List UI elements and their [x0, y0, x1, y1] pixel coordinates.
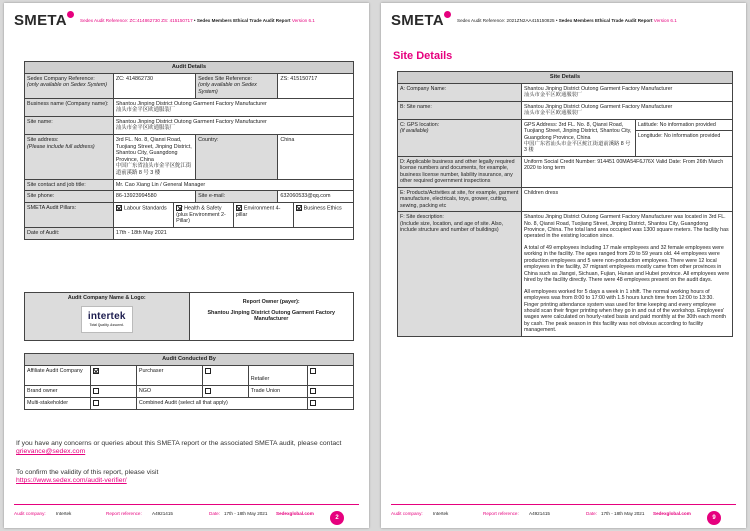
smeta-logo: SMETA [391, 12, 444, 29]
gps-address-cell [521, 119, 635, 156]
site-ref-value: ZS: 415150717 [278, 73, 354, 98]
footer-ref-value: A4921415 [152, 511, 173, 516]
footer-company-value: Intertek [433, 511, 449, 516]
audit-pillars-cell [113, 202, 353, 227]
concerns-text: If you have any concerns or queries about this SMETA report or the associated SMETA audit, please contact [16, 440, 342, 447]
retailer-label: Retailer [248, 365, 307, 385]
business-name-label: Business name (Company name): [25, 98, 114, 116]
report-owner-label: Report Owner (payer): [242, 299, 300, 305]
footer-date-label: Date: [209, 511, 220, 516]
site-contact-value: Mr. Cao Xiang Lin / General Manager [113, 179, 353, 191]
trade-union-label: Trade Union [248, 385, 307, 397]
multi-stakeholder-label: Multi-stakeholder [25, 397, 91, 409]
page-number: 2 [330, 511, 344, 525]
site-address-en: 3rd FL. No. 8, Qianxi Road, Tuojiang Street, Jinping District, Shantou City, Guangdong Province, China [115, 136, 192, 163]
header-title-prefix: • [193, 18, 196, 23]
site-phone-label: Site phone: [25, 191, 114, 203]
company-name-label: A: Company Name: [398, 83, 522, 101]
footer-company-label: Audit company: [14, 511, 46, 516]
footer-date-value: 17th - 18th May 2021 [224, 511, 268, 516]
pillar-business-ethics [293, 203, 353, 227]
footer-date-value: 17th - 18th May 2021 [601, 511, 645, 516]
company-name-cn: 汕头市金平区欧通服装厂 [523, 92, 583, 99]
site-ref-label-cell [196, 73, 278, 98]
footer-date-label: Date: [586, 511, 597, 516]
audit-company-label: Audit Company Name & Logo: [67, 295, 146, 301]
pillar-environment [233, 203, 293, 227]
site-address-label-cell [25, 134, 114, 179]
site-description-cell [521, 212, 732, 337]
site-name-cn: 汕头市金平区欧通服装厂 [523, 110, 583, 117]
affiliate-cell [90, 365, 136, 385]
report-page-right [381, 3, 746, 528]
page-number: 9 [707, 511, 721, 525]
site-description-label: F: Site description: [400, 214, 444, 221]
date-of-audit-label: Date of Audit: [25, 227, 114, 239]
combined-audit-label: Combined Audit (select all that apply) [136, 397, 307, 409]
company-ref-label: Sedex Company Reference: [27, 75, 95, 82]
page-footer [14, 504, 359, 520]
ngo-label: NGO [136, 385, 202, 397]
pillar-health-safety-checkbox[interactable] [176, 205, 182, 211]
intertek-logo [81, 306, 133, 333]
site-address-cn: 中国广东省汕头市金平区鮀江街道前溪路 8 号 3 楼 [115, 163, 192, 176]
header-audit-reference: Sedex Audit Reference: ZC:414862730 ZS: 415150717 [80, 18, 193, 23]
gps-address-cn: 中国广东省汕头市金平区鮀江街道前溪路 8 号 3 楼 [523, 140, 631, 154]
company-ref-note: (only available on Sedex System) [27, 82, 108, 89]
site-details-table [397, 71, 733, 337]
site-name-en: Shantou Jinping District Outong Garment Factory Manufacturer [115, 118, 267, 125]
country-label: Country: [196, 134, 278, 179]
pillar-health-safety-label: Health & Safety (plus Environment 2-Pillar) [176, 205, 226, 225]
brand-owner-cell [90, 385, 136, 397]
audit-details-heading: Audit Details [25, 62, 354, 74]
validity-text: To confirm the validity of this report, please visit [16, 469, 159, 476]
footer-site: Sedexglobal.com [276, 511, 314, 516]
country-value: China [278, 134, 354, 179]
site-description-label-cell [398, 212, 522, 337]
gps-coords-cell [635, 119, 732, 156]
company-name-en: Shantou Jinping District Outong Garment Factory Manufacturer [523, 85, 673, 92]
company-name-cell [521, 83, 732, 101]
trade-union-cell [307, 385, 353, 397]
brand-owner-checkbox[interactable] [93, 388, 99, 394]
site-details-section [397, 71, 733, 337]
site-name-cell [521, 101, 732, 119]
report-owner-value: Shantou Jinping District Outong Garment Factory Manufacturer [207, 309, 336, 323]
pillar-environment-label: Environment 4-pillar [235, 205, 281, 218]
header-text [80, 18, 315, 23]
page-footer [391, 504, 736, 520]
audit-company-table [24, 292, 354, 341]
site-description-para-2: A total of 49 employees including 17 male employees and 32 female employees were working in the facility. The ages ranged from 20 to 59 years old. 44 employees were production employees and 5 were non-production employees. There were 12 local employees in the facility, 37 migrant employees mostly came from other provinces in China such as Jiangxi, Sichuan, Fujian, Hunan and Hubei province. All employees were hired by the facility directly. There were 48 employees present on the audit days. [523, 244, 730, 284]
audit-conducted-heading: Audit Conducted By [25, 354, 354, 366]
site-address-note: (Please include full address) [27, 143, 95, 150]
footer-company-value: Intertek [56, 511, 72, 516]
site-name-label: Site name: [25, 116, 114, 134]
pillar-business-ethics-checkbox[interactable] [296, 205, 302, 211]
gps-latitude: Latitude: No information provided [636, 120, 732, 131]
site-name-en: Shantou Jinping District Outong Garment Factory Manufacturer [523, 103, 673, 110]
audit-company-section [24, 292, 354, 341]
intertek-logo-tagline: Total Quality. Assured. [89, 322, 124, 327]
header-title: Sedex Members Ethical Trade Audit Report [558, 18, 653, 23]
products-value: Children dress [521, 187, 732, 211]
site-details-title: Site Details [393, 50, 453, 62]
audit-conducted-table [24, 353, 354, 410]
footer-ref-value: A4921415 [529, 511, 550, 516]
site-details-heading: Site Details [398, 72, 733, 84]
site-description-para-1: Shantou Jinping District Outong Garment Factory Manufacturer was located in 3rd FL. No. 8, Qianxi Road, Tuojiang Street, Jinping District, Shantou City, Guangdong Province, China. The total land area occupied was 1300 square meters. The facility has operated in the existing location since. [523, 214, 729, 240]
concerns-note [16, 440, 356, 457]
header-text [457, 18, 677, 23]
header-version: Version 6.1 [291, 18, 315, 23]
report-page-left [4, 3, 369, 528]
header-audit-reference: Sedex Audit Reference: 2021ZN2AA415150825 [457, 18, 555, 23]
site-phone-value: 86-13923994580 [113, 191, 195, 203]
footer-site: Sedexglobal.com [653, 511, 691, 516]
products-label: E: Products/Activities at site, for example, garment manufacture, electricals, toys, grower, cutting, sewing, packing etc [398, 187, 522, 211]
header-version: Version 6.1 [653, 18, 677, 23]
site-description-note: (Include size, location, and age of site. Also, include structure and number of buildings) [400, 220, 504, 233]
site-description-para-3: All employees worked for 5 days a week in 1 shift. The normal working hours of employees was from 8:00 to 17:00 with 1.5 hours lunch time from 12:00 to 13:30. Finger printing attendance system was used for time keeping and every employee should scan their finger printing when they go in and out of the workshop. Employees' wages were calculated on hourly-rated basis and paid monthly at the 30th each month by cash. The peak season in this facility was not obvious according to facility management. [523, 288, 726, 334]
audit-details-table [24, 61, 354, 240]
site-ref-note: (only available on Sedex System) [198, 82, 257, 95]
footer-ref-label: Report reference: [483, 511, 519, 516]
report-owner-cell [189, 293, 354, 341]
footer-company-label: Audit company: [391, 511, 423, 516]
pillar-health-safety [174, 203, 234, 227]
multi-stakeholder-checkbox[interactable] [93, 400, 99, 406]
audit-conducted-section [24, 353, 354, 410]
ngo-checkbox[interactable] [205, 388, 211, 394]
gps-address: GPS Address: 3rd FL. No. 8, Qianxi Road, Tuojiang Street, Jinping District, Shantou City, Guangdong Province, China [523, 121, 632, 141]
affiliate-label: Affiliate Audit Company [25, 365, 91, 385]
pillar-business-ethics-label: Business Ethics [303, 205, 342, 212]
header-title-prefix: • [555, 18, 558, 23]
gps-note: (if available) [400, 128, 429, 135]
gps-label-cell [398, 119, 522, 156]
multi-stakeholder-cell [90, 397, 136, 409]
intertek-logo-text: intertek [87, 310, 126, 322]
business-name-cn: 汕头市金平区欧通服装厂 [115, 107, 176, 114]
business-name-en: Shantou Jinping District Outong Garment Factory Manufacturer [115, 100, 267, 107]
smeta-logo-dot-icon [67, 11, 74, 18]
combined-audit-cell [307, 397, 353, 409]
site-address-label: Site address: [27, 136, 59, 143]
license-label: D: Applicable business and other legally required license numbers and documents, for example, business license number, liability insurance, any other required government inspections [398, 156, 522, 187]
footer-ref-label: Report reference: [106, 511, 142, 516]
license-value: Uniform Social Credit Number: 914451 00MA54F6J76X Valid Date: From 26th March 2020 to long term [521, 156, 732, 187]
pillar-labour-checkbox[interactable] [116, 205, 122, 211]
purchaser-label: Purchaser [136, 365, 202, 385]
brand-owner-label: Brand owner [25, 385, 91, 397]
audit-pillars-grid [114, 203, 353, 227]
smeta-logo-dot-icon [444, 11, 451, 18]
page-header [391, 12, 738, 30]
site-name-cn: 汕头市金平区欧通服装厂 [115, 125, 176, 132]
ngo-cell [202, 385, 248, 397]
trade-union-checkbox[interactable] [310, 388, 316, 394]
purchaser-cell [202, 365, 248, 385]
validity-note [16, 469, 356, 486]
header-title: Sedex Members Ethical Trade Audit Report [196, 18, 291, 23]
date-of-audit-value: 17th - 18th May 2021 [113, 227, 353, 239]
pillar-environment-checkbox[interactable] [236, 205, 242, 211]
company-ref-label-cell [25, 73, 114, 98]
site-contact-label: Site contact and job title: [25, 179, 114, 191]
pillar-labour [114, 203, 174, 227]
gps-longitude: Longitude: No information provided [637, 133, 721, 140]
affiliate-checkbox[interactable] [93, 368, 99, 374]
business-name-cell [113, 98, 353, 116]
combined-audit-checkbox[interactable] [310, 400, 316, 406]
site-name-label: B: Site name: [398, 101, 522, 119]
audit-pillars-label: SMETA Audit Pillars: [25, 202, 114, 227]
site-address-cell [113, 134, 195, 179]
company-ref-value: ZC: 414862730 [113, 73, 195, 98]
retailer-checkbox[interactable] [310, 368, 316, 374]
audit-details-section [24, 61, 354, 240]
site-email-label: Site e-mail: [196, 191, 278, 203]
purchaser-checkbox[interactable] [205, 368, 211, 374]
site-ref-label: Sedex Site Reference: [198, 75, 253, 82]
site-email-value: 632060533@qq.com [278, 191, 354, 203]
audit-company-cell [25, 293, 190, 341]
page-header [14, 12, 361, 30]
retailer-cell [307, 365, 353, 385]
site-name-cell [113, 116, 353, 134]
audit-verifier-link[interactable]: https://www.sedex.com/audit-verifier/ [16, 477, 127, 485]
smeta-logo: SMETA [14, 12, 67, 29]
gps-label: C: GPS location: [400, 121, 440, 128]
pillar-labour-label: Labour Standards [123, 205, 167, 212]
grievance-email-link[interactable]: grievance@sedex.com [16, 448, 86, 456]
